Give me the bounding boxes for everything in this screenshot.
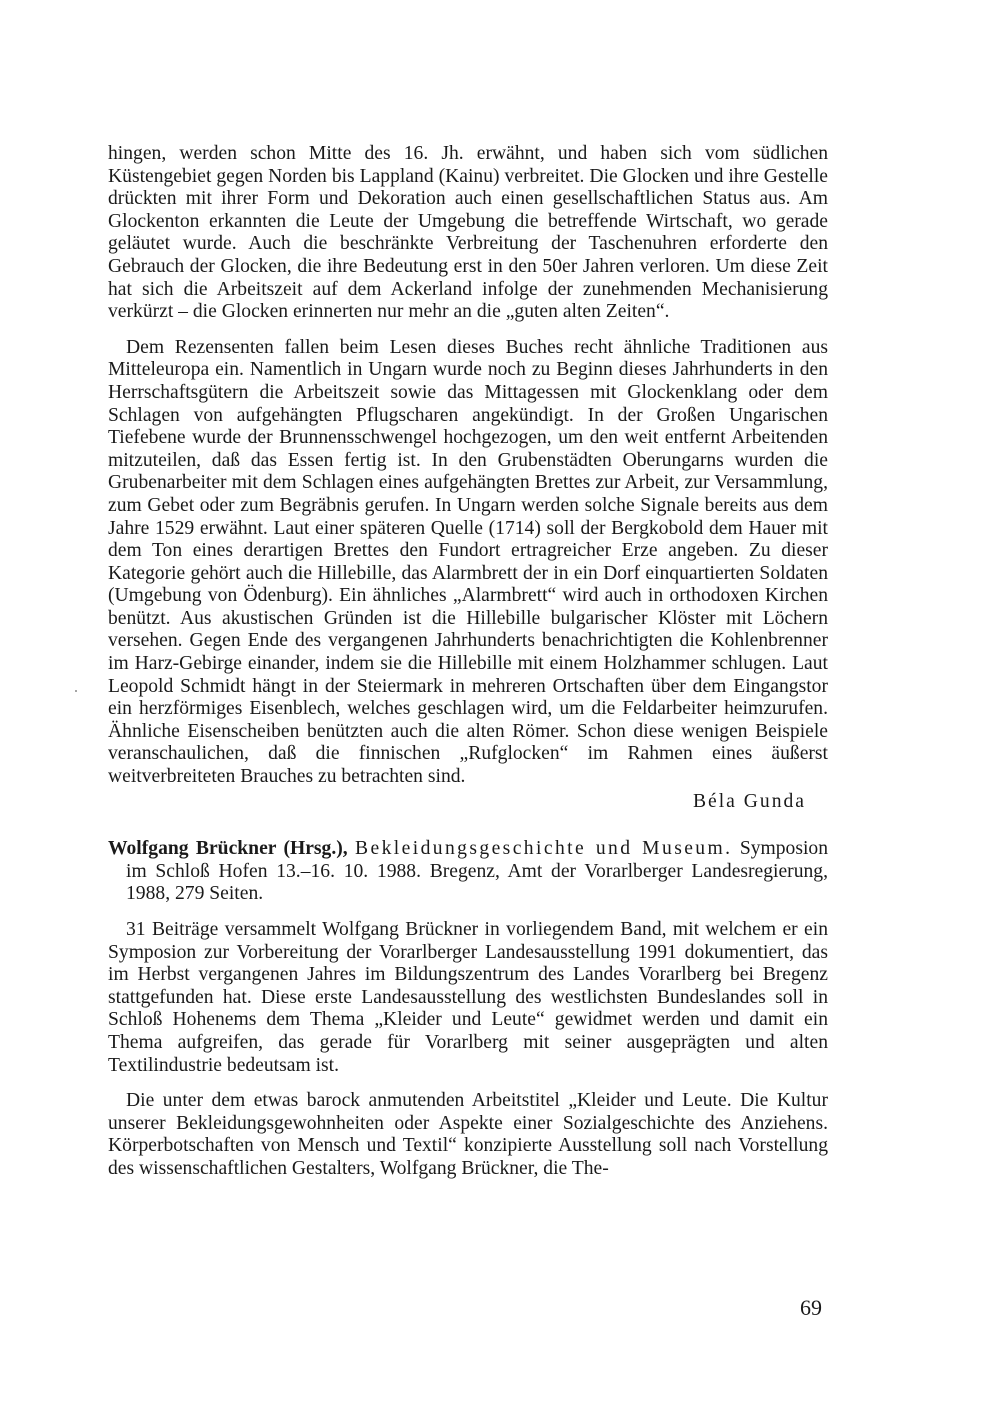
- bibliographic-entry: [108, 838, 828, 906]
- review-paragraph: Die unter dem etwas barock anmutenden Arbeitstitel „Kleider und Leute. Die Kultur unserer Bekleidungsgewohnheiten oder Aspekte einer Sozialgeschichte des Anziehens. Körperbotschaften von Mensch und Textil“ konzipierte Ausstellung soll nach Vorstellung des wissenschaftlichen Gestalters, Wolfgang Brückner, die The-: [108, 1090, 828, 1179]
- document-page: [108, 143, 828, 1181]
- book-author: Wolfgang Brückner (Hrsg.),: [108, 838, 348, 860]
- review-paragraph: 31 Beiträge versammelt Wolfgang Brückner in vorliegendem Band, mit welchem er ein Symposion zur Vorbereitung der Vorarlberger Landesausstellung 1991 dokumentiert, das im Herbst vergangenen Jahres im Bildungszentrum des Landes Vorarlberg bei Bregenz stattgefunden hat. Diese erste Landesausstellung des westlichsten Bundeslandes soll in Schloß Hohenems dem Thema „Kleider und Leute“ gewidmet werden und damit ein Thema aufgreifen, das gerade für Vorarlberg mit seiner ausgeprägten und alten Textilindustrie bedeutsam ist.: [108, 919, 828, 1076]
- page-number: 69: [800, 1295, 822, 1320]
- paragraph-reviewer-comment: Dem Rezensenten fallen beim Lesen dieses Buches recht ähnliche Traditionen aus Mitteleuropa ein. Namentlich in Ungarn wurde noch zu Beginn dieses Jahrhunderts in den Herrschaftsgütern die Arbeitszeit sowie das Mittagessen mit Glockenklang oder dem Schlagen von aufgehängten Pflugscharen angekündigt. In der Großen Ungarischen Tiefebene wurde der Brunnensschwengel hochgezogen, um den weit entfernt Arbeitenden mitzuteilen, daß das Essen fertig ist. In den Grubenstädten Oberungarns wurden die Grubenarbeiter mit dem Schlagen eines aufgehängten Brettes zur Arbeit, zur Versammlung, zum Gebet oder zum Begräbnis gerufen. In Ungarn werden solche Signale bereits aus dem Jahre 1529 erwähnt. Laut einer späteren Quelle (1714) soll der Bergkobold dem Hauer mit dem Ton eines derartigen Brettes den Fundort ertragreicher Erze angeben. Zu dieser Kategorie gehört auch die Hillebille, das Alarmbrett der in ein Dorf einquartierten Soldaten (Umgebung von Ödenburg). Ein ähnliches „Alarmbrett“ wird auch in orthodoxen Kirchen benützt. Aus akustischen Gründen ist die Hillebille bulgarischer Klöster mit Löchern versehen. Gegen Ende des vergangenen Jahrhunderts benachrichtigten die Kohlenbrenner im Harz-Gebirge einander, indem sie die Hillebille mit einem Holzhammer schlugen. Laut Leopold Schmidt hängt in der Steiermark in mehreren Ortschaften über dem Eingangstor ein herzförmiges Eisenblech, welches geschlagen wird, um die Feldarbeiter heimzurufen. Ähnliche Eisenscheiben benützten auch die alten Römer. Schon diese wenigen Beispiele veranschaulichen, daß die finnischen „Rufglocken“ im Rahmen eines äußerst weitverbreiteten Brauches zu betrachten sind.: [108, 336, 828, 788]
- book-details: Symposion im Schloß Hofen 13.–16. 10. 1988. Bregenz, Amt der Vorarlberger Landesregierung, 1988, 279 Seiten.: [126, 838, 829, 905]
- paragraph-continued: hingen, werden schon Mitte des 16. Jh. erwähnt, und haben sich vom südlichen Küstengebiet gegen Norden bis Lappland (Kainu) verbreitet. Die Glocken und ihre Gestelle drückten mit ihrer Form und Dekoration auch einen gesellschaftlichen Status aus. Am Glockenton erkannten die Leute der Umgebung die betreffende Wirtschaft, wo gerade geläutet wurde. Auch die beschränkte Verbreitung der Taschenuhren erforderte den Gebrauch der Glocken, die ihre Bedeutung erst in den 50er Jahren verloren. Um diese Zeit hat sich die Arbeitszeit auf dem Ackerland infolge der zunehmenden Mechanisierung verkürzt – die Glocken erinnerten nur mehr an die „guten alten Zeiten“.: [108, 143, 828, 323]
- reviewer-signature: Béla Gunda: [692, 790, 806, 812]
- margin-mark: [75, 690, 77, 692]
- book-title: Bekleidungsgeschichte und Museum.: [355, 838, 733, 860]
